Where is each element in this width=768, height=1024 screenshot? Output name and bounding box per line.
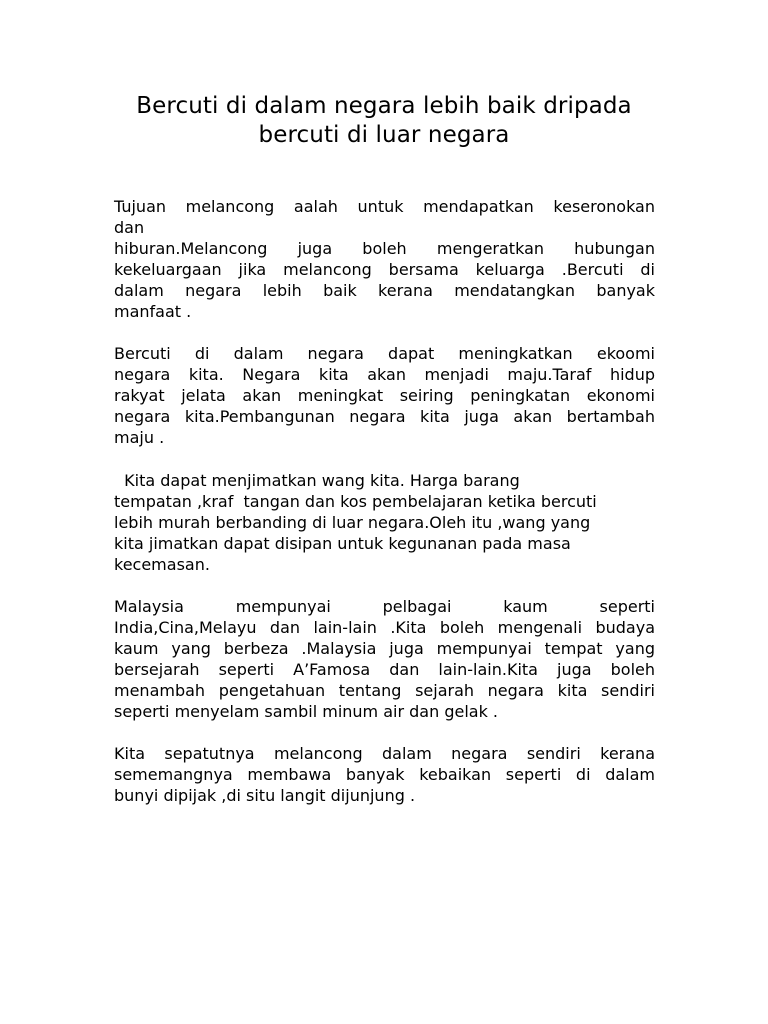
paragraph-conclusion	[114, 743, 655, 806]
text-line: seperti menyelam sambil minum air dan gelak .	[114, 702, 498, 721]
text-line: kita jimatkan dapat disipan untuk kegunanan pada masa	[114, 534, 571, 553]
text-line: Kita dapat menjimatkan wang kita. Harga barang	[114, 471, 520, 490]
paragraph-economy	[114, 343, 655, 448]
text-line: manfaat .	[114, 302, 192, 321]
text-line: bunyi dipijak ,di situ langit dijunjung .	[114, 786, 416, 805]
text-line: dalam negara lebih baik kerana mendatangkan banyak	[114, 281, 655, 300]
text-line: Tujuan melancong aalah untuk mendapatkan keseronokan	[114, 197, 655, 216]
text-line: maju .	[114, 428, 165, 447]
paragraph-savings	[114, 470, 655, 575]
text-line: India,Cina,Melayu dan lain-lain .Kita boleh mengenali budaya	[114, 618, 655, 637]
text-line: sememangnya membawa banyak kebaikan seperti di dalam	[114, 765, 655, 784]
text-line: negara kita.Pembangunan negara kita juga akan bertambah	[114, 407, 655, 426]
text-line: rakyat jelata akan meningkat seiring peningkatan ekonomi	[114, 386, 655, 405]
text-line: dan	[114, 218, 145, 237]
paragraph-intro	[114, 196, 655, 322]
text-line: Malaysia mempunyai pelbagai kaum seperti	[114, 597, 655, 616]
title-line-1: Bercuti di dalam negara lebih baik dripada	[136, 93, 632, 119]
text-line: bersejarah seperti A’Famosa dan lain-lain.Kita juga boleh	[114, 660, 655, 679]
text-line: kekeluargaan jika melancong bersama keluarga .Bercuti di	[114, 260, 655, 279]
text-line: lebih murah berbanding di luar negara.Oleh itu ,wang yang	[114, 513, 591, 532]
document-title	[60, 92, 708, 150]
text-line: kaum yang berbeza .Malaysia juga mempunyai tempat yang	[114, 639, 655, 658]
text-line: menambah pengetahuan tentang sejarah negara kita sendiri	[114, 681, 655, 700]
text-line: Bercuti di dalam negara dapat meningkatkan ekoomi	[114, 344, 655, 363]
text-line: negara kita. Negara kita akan menjadi maju.Taraf hidup	[114, 365, 655, 384]
text-line: kecemasan.	[114, 555, 210, 574]
paragraph-culture	[114, 596, 655, 722]
text-line: Kita sepatutnya melancong dalam negara sendiri kerana	[114, 744, 655, 763]
text-line: tempatan ,kraf tangan dan kos pembelajaran ketika bercuti	[114, 492, 597, 511]
text-line: hiburan.Melancong juga boleh mengeratkan hubungan	[114, 239, 655, 258]
title-line-2: bercuti di luar negara	[258, 122, 510, 148]
